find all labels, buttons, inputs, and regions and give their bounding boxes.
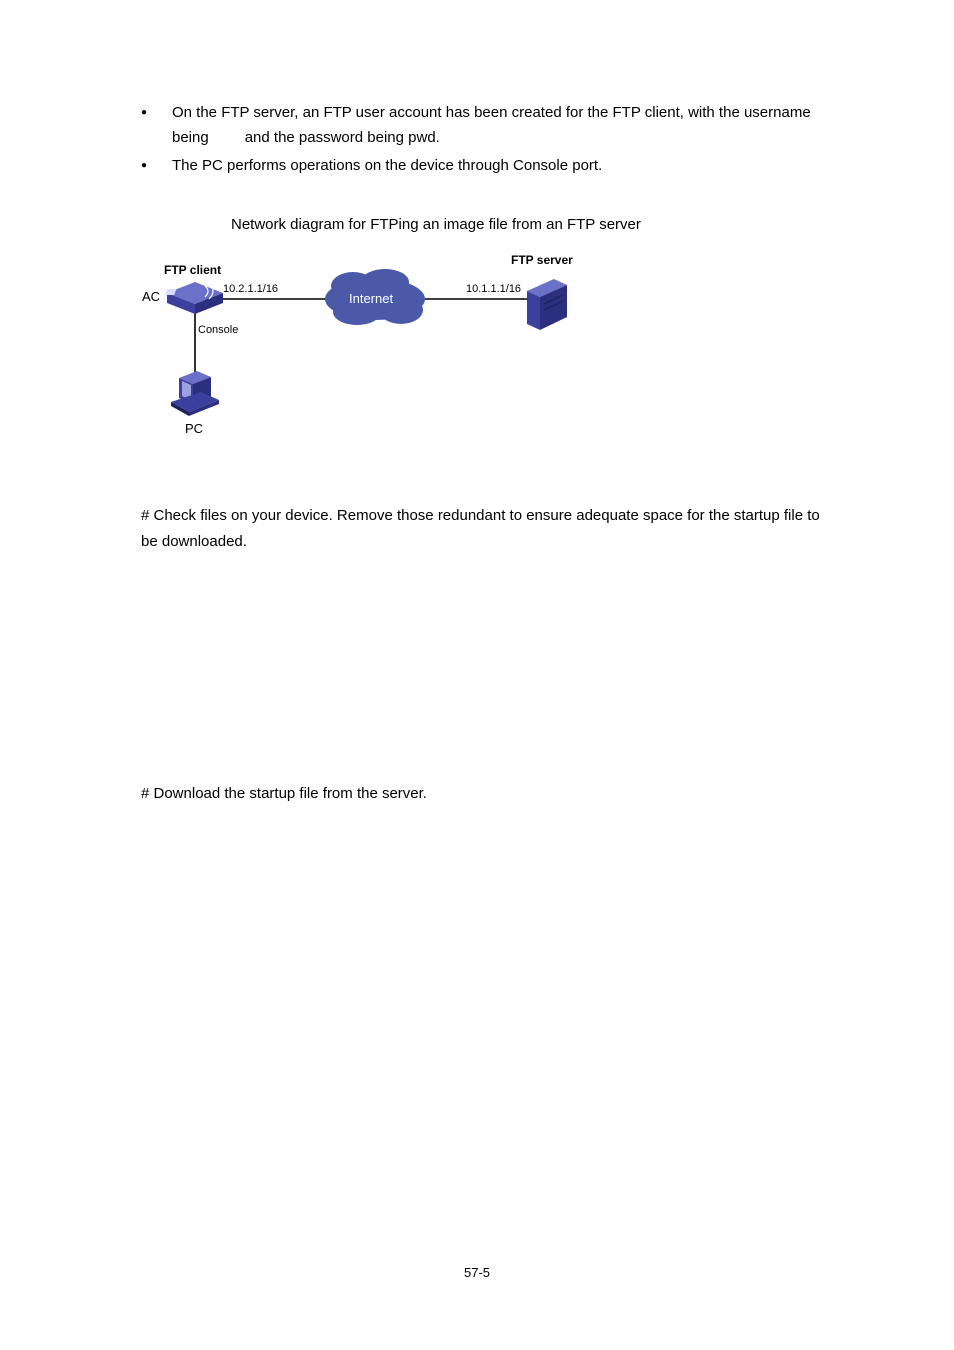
console-label: Console [198, 324, 239, 336]
bullet-text-being: being [172, 129, 209, 146]
bullet-text-line2 [172, 125, 872, 150]
bullet-text-console: The PC performs operations on the device through Console port. [172, 157, 603, 174]
check-files-line1: # Check files on your device. Remove those redundant to ensure adequate space for the startup file to [141, 507, 820, 524]
bullet-text-line1: On the FTP server, an FTP user account has been created for the FTP client, with the username [172, 104, 811, 121]
figure-caption: Network diagram for FTPing an image file from an FTP server [231, 216, 641, 233]
network-diagram [135, 246, 605, 446]
pc-icon [171, 371, 219, 416]
ftp-server-label: FTP server [511, 253, 573, 267]
ftp-client-label: FTP client [164, 263, 222, 277]
download-paragraph: # Download the startup file from the server. [141, 785, 427, 802]
bullet-dot-icon: ● [141, 160, 148, 171]
ftp-server-icon [527, 279, 567, 330]
internet-label: Internet [349, 291, 394, 306]
client-ip-label: 10.2.1.1/16 [223, 283, 279, 295]
ac-label: AC [142, 289, 161, 304]
pc-label: PC [185, 421, 204, 436]
check-files-line2: be downloaded. [141, 533, 247, 550]
page-number: 57-5 [463, 1265, 491, 1280]
server-ip-label: 10.1.1.1/16 [466, 283, 522, 295]
bullet-dot-icon: ● [141, 107, 148, 118]
check-files-paragraph [141, 503, 820, 555]
bullet-text-password: and the password being pwd. [244, 129, 440, 146]
access-controller-icon [165, 282, 223, 314]
